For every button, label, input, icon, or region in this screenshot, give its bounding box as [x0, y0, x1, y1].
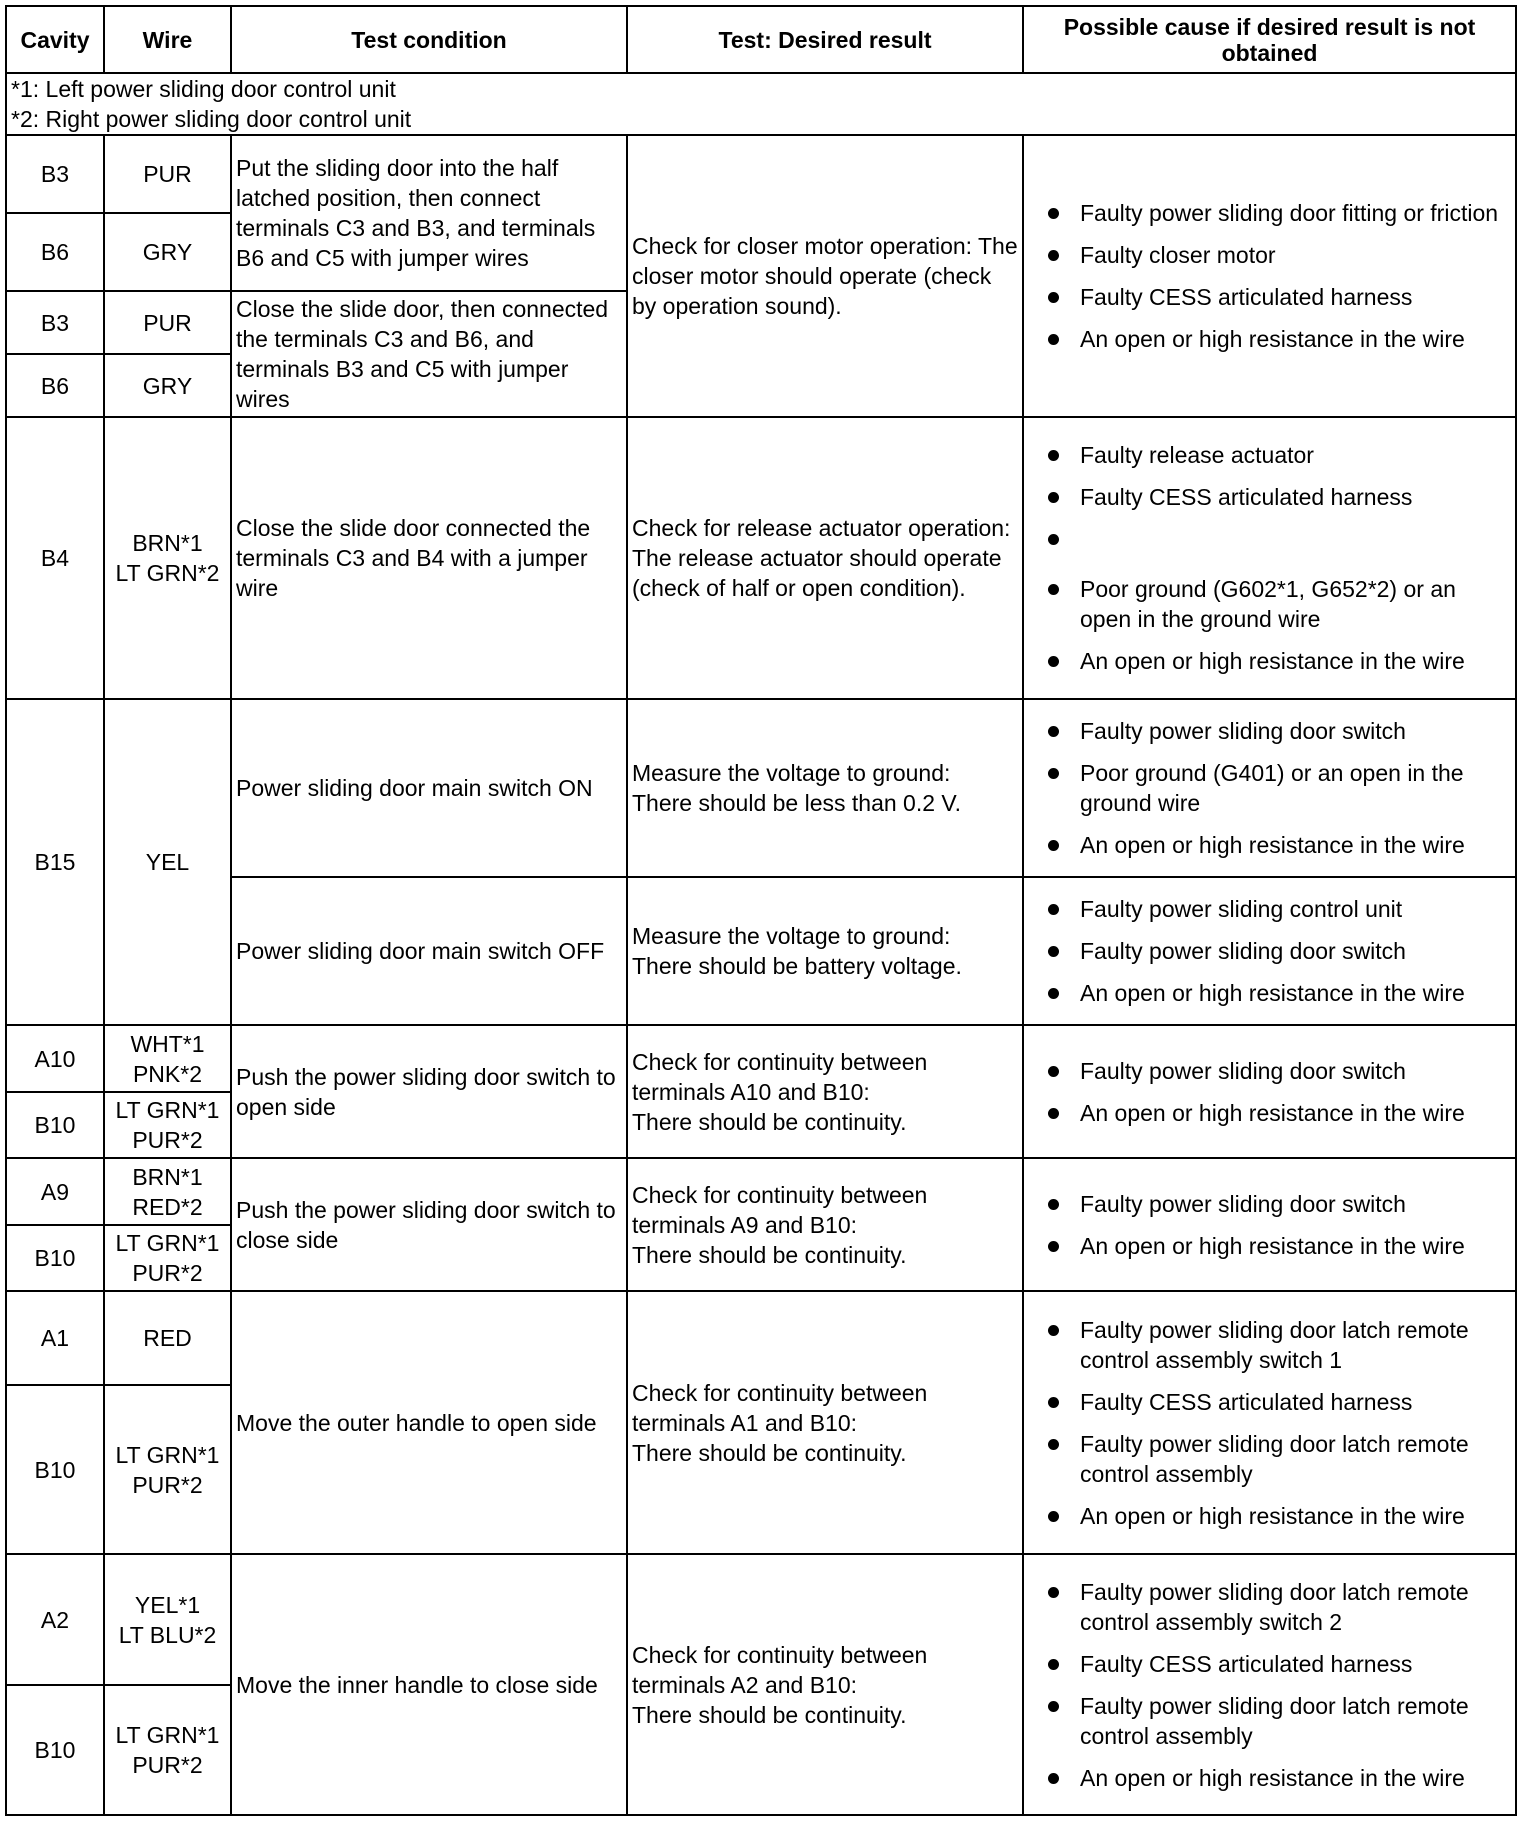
header-row — [6, 6, 1516, 73]
cavity-cell: B10 — [6, 1685, 104, 1815]
wire-cell: YEL*1 LT BLU*2 — [104, 1554, 231, 1685]
desired-result-cell: Check for continuity between terminals A9 and B10: There should be continuity. — [627, 1158, 1023, 1291]
table-row — [6, 135, 1516, 213]
possible-cause-cell — [1023, 877, 1516, 1025]
cavity-cell: B6 — [6, 354, 104, 417]
possible-cause-cell — [1023, 1158, 1516, 1291]
cause-item: Faulty power sliding door latch remote control assembly switch 1 — [1028, 1315, 1507, 1375]
cavity-cell: A10 — [6, 1025, 104, 1092]
desired-result-cell: Check for release actuator operation: The release actuator should operate (check of half or open condition). — [627, 417, 1023, 699]
desired-result-cell: Check for closer motor operation: The closer motor should operate (check by operation sound). — [627, 135, 1023, 417]
table-row — [6, 877, 1516, 1025]
cause-item: Faulty power sliding control unit — [1028, 894, 1507, 924]
test-condition-cell: Close the slide door connected the terminals C3 and B4 with a jumper wire — [231, 417, 627, 699]
footnote-cell — [6, 73, 1516, 135]
wire-cell: LT GRN*1 PUR*2 — [104, 1092, 231, 1158]
test-condition-cell: Push the power sliding door switch to open side — [231, 1025, 627, 1158]
header-cavity: Cavity — [6, 6, 104, 73]
cause-item: An open or high resistance in the wire — [1028, 978, 1507, 1008]
cause-list — [1028, 1056, 1511, 1128]
cavity-cell: B10 — [6, 1385, 104, 1554]
possible-cause-cell — [1023, 135, 1516, 417]
possible-cause-cell — [1023, 1291, 1516, 1554]
cause-item: An open or high resistance in the wire — [1028, 1501, 1507, 1531]
possible-cause-cell — [1023, 417, 1516, 699]
header-desired-result: Test: Desired result — [627, 6, 1023, 73]
wire-cell: PUR — [104, 291, 231, 354]
wire-cell: YEL — [104, 699, 231, 1025]
cause-list — [1028, 894, 1511, 1008]
wire-cell: BRN*1 RED*2 — [104, 1158, 231, 1225]
cause-item: Faulty power sliding door switch — [1028, 716, 1507, 746]
cause-item-empty — [1028, 524, 1507, 554]
possible-cause-cell — [1023, 699, 1516, 877]
cause-list — [1028, 1315, 1511, 1531]
desired-result-cell: Measure the voltage to ground: There should be less than 0.2 V. — [627, 699, 1023, 877]
cause-item: Faulty CESS articulated harness — [1028, 1387, 1507, 1417]
desired-result-cell: Check for continuity between terminals A1 and B10: There should be continuity. — [627, 1291, 1023, 1554]
wire-cell: WHT*1 PNK*2 — [104, 1025, 231, 1092]
cause-item: An open or high resistance in the wire — [1028, 324, 1507, 354]
cavity-cell: B3 — [6, 291, 104, 354]
footnote-row — [6, 73, 1516, 135]
cavity-cell: B10 — [6, 1092, 104, 1158]
header-test-condition: Test condition — [231, 6, 627, 73]
table-row — [6, 1158, 1516, 1225]
wire-cell: LT GRN*1 PUR*2 — [104, 1385, 231, 1554]
wire-cell: BRN*1 LT GRN*2 — [104, 417, 231, 699]
cause-item: Poor ground (G602*1, G652*2) or an open in the ground wire — [1028, 574, 1507, 634]
cause-item: Faulty power sliding door latch remote control assembly — [1028, 1429, 1507, 1489]
cause-list — [1028, 1189, 1511, 1261]
table-row — [6, 699, 1516, 877]
wire-cell: RED — [104, 1291, 231, 1385]
cause-item: Poor ground (G401) or an open in the ground wire — [1028, 758, 1507, 818]
cause-list — [1028, 1577, 1511, 1793]
desired-result-cell: Check for continuity between terminals A10 and B10: There should be continuity. — [627, 1025, 1023, 1158]
cavity-cell: B3 — [6, 135, 104, 213]
wire-cell: LT GRN*1 PUR*2 — [104, 1225, 231, 1291]
possible-cause-cell — [1023, 1554, 1516, 1815]
header-possible-cause: Possible cause if desired result is not obtained — [1023, 6, 1516, 73]
cause-list — [1028, 198, 1511, 354]
cavity-cell: B6 — [6, 213, 104, 291]
terminal-check-table — [5, 5, 1517, 1816]
header-wire: Wire — [104, 6, 231, 73]
desired-result-cell: Measure the voltage to ground: There should be battery voltage. — [627, 877, 1023, 1025]
wire-cell: PUR — [104, 135, 231, 213]
wire-cell: GRY — [104, 213, 231, 291]
cause-item: Faulty CESS articulated harness — [1028, 482, 1507, 512]
footnote-left-unit: *1: Left power sliding door control unit — [11, 76, 396, 102]
cause-item: Faulty CESS articulated harness — [1028, 282, 1507, 312]
cavity-cell: B15 — [6, 699, 104, 1025]
table-row — [6, 1554, 1516, 1685]
cause-item: An open or high resistance in the wire — [1028, 830, 1507, 860]
test-condition-cell: Put the sliding door into the half latched position, then connect terminals C3 and B3, and terminals B6 and C5 with jumper wires — [231, 135, 627, 291]
test-condition-cell: Power sliding door main switch ON — [231, 699, 627, 877]
cavity-cell: A2 — [6, 1554, 104, 1685]
cause-item: Faulty power sliding door switch — [1028, 1056, 1507, 1086]
diagnostic-document — [5, 5, 1515, 1816]
cause-item: Faulty power sliding door latch remote control assembly switch 2 — [1028, 1577, 1507, 1637]
cause-item: An open or high resistance in the wire — [1028, 1763, 1507, 1793]
table-row — [6, 1291, 1516, 1385]
cavity-cell: B10 — [6, 1225, 104, 1291]
desired-result-cell: Check for continuity between terminals A2 and B10: There should be continuity. — [627, 1554, 1023, 1815]
test-condition-cell: Push the power sliding door switch to close side — [231, 1158, 627, 1291]
cause-item: Faulty power sliding door switch — [1028, 1189, 1507, 1219]
cause-item: Faulty power sliding door latch remote control assembly — [1028, 1691, 1507, 1751]
footnote-right-unit: *2: Right power sliding door control unit — [11, 106, 412, 132]
test-condition-cell: Move the inner handle to close side — [231, 1554, 627, 1815]
table-row — [6, 417, 1516, 699]
cause-item: An open or high resistance in the wire — [1028, 1098, 1507, 1128]
wire-cell: LT GRN*1 PUR*2 — [104, 1685, 231, 1815]
possible-cause-cell — [1023, 1025, 1516, 1158]
cause-list — [1028, 716, 1511, 860]
cause-item: An open or high resistance in the wire — [1028, 646, 1507, 676]
wire-cell: GRY — [104, 354, 231, 417]
cause-item: Faulty closer motor — [1028, 240, 1507, 270]
cavity-cell: A9 — [6, 1158, 104, 1225]
cause-item: Faulty power sliding door switch — [1028, 936, 1507, 966]
table-row — [6, 1025, 1516, 1092]
cause-item: Faulty power sliding door fitting or friction — [1028, 198, 1507, 228]
cause-item: Faulty CESS articulated harness — [1028, 1649, 1507, 1679]
cavity-cell: A1 — [6, 1291, 104, 1385]
test-condition-cell: Power sliding door main switch OFF — [231, 877, 627, 1025]
test-condition-cell: Move the outer handle to open side — [231, 1291, 627, 1554]
cause-item: An open or high resistance in the wire — [1028, 1231, 1507, 1261]
test-condition-cell: Close the slide door, then connected the terminals C3 and B6, and terminals B3 and C5 with jumper wires — [231, 291, 627, 417]
cavity-cell: B4 — [6, 417, 104, 699]
cause-list — [1028, 440, 1511, 676]
cause-item: Faulty release actuator — [1028, 440, 1507, 470]
